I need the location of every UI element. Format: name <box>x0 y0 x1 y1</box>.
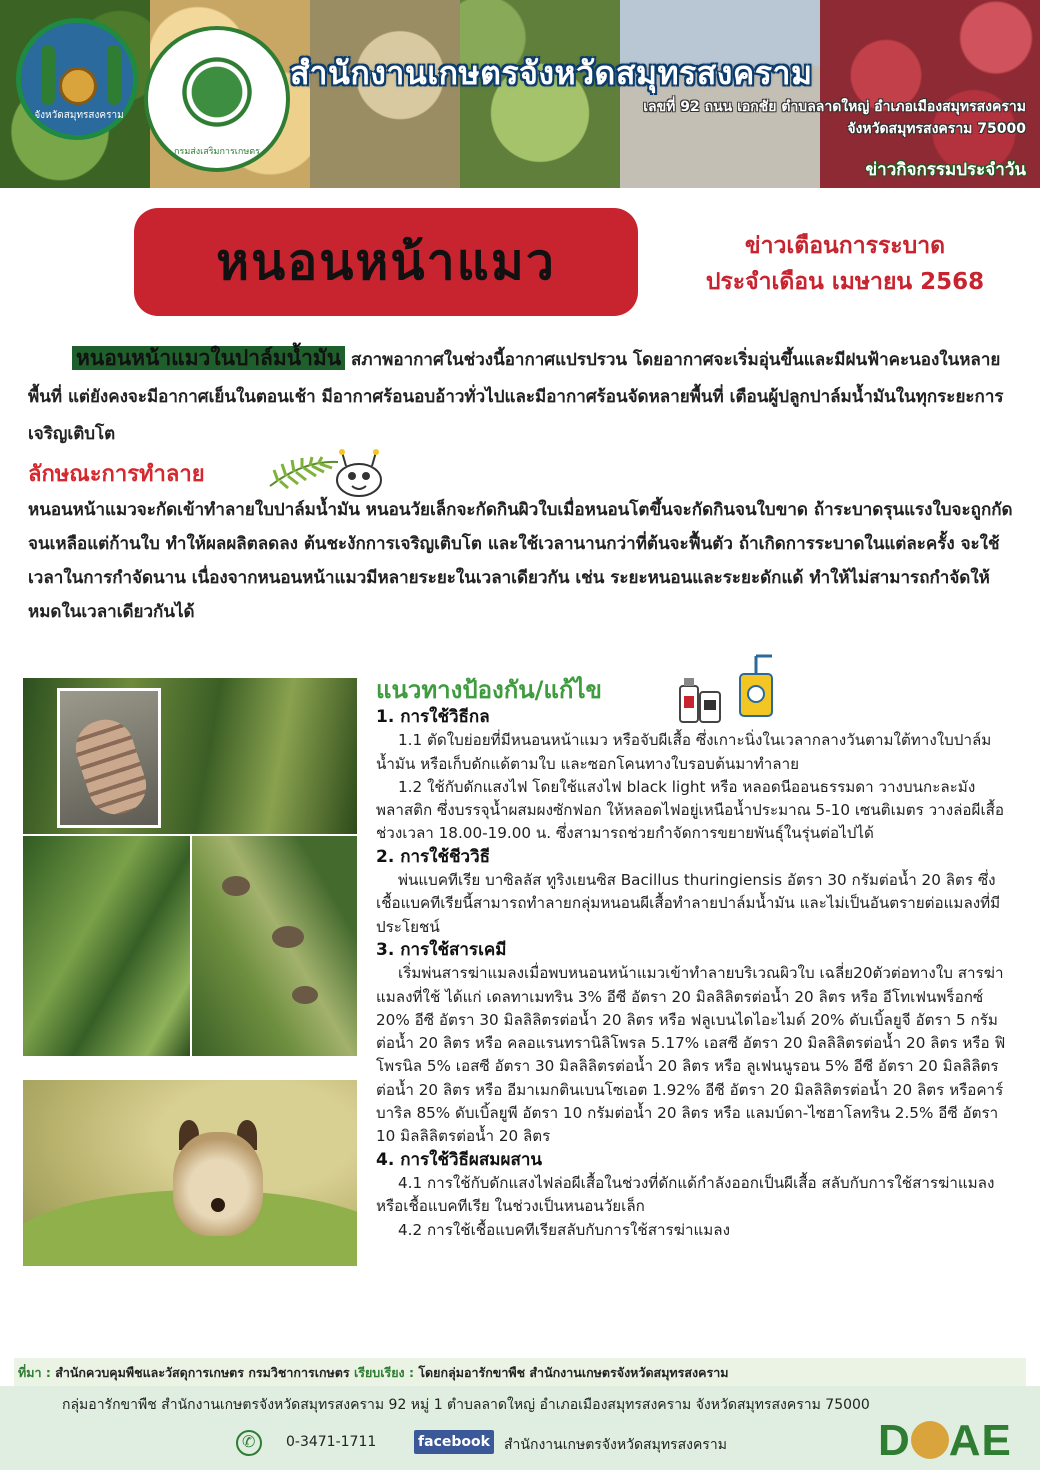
alert-line1: ข่าวเตือนการระบาด <box>744 233 946 259</box>
daily-news-label: ข่าวกิจกรรมประจำวัน <box>865 160 1026 180</box>
alert-line2: ประจำเดือน เมษายน 2568 <box>705 269 985 295</box>
drum-icon <box>59 67 97 105</box>
intro-highlight: หนอนหน้าแมวในปาล์มน้ำมัน <box>72 346 345 370</box>
facebook-page-name[interactable]: สำนักงานเกษตรจังหวัดสมุทรสงคราม <box>504 1437 727 1453</box>
doae-seal-logo <box>144 26 290 172</box>
intro-paragraph <box>28 340 1018 453</box>
intro-text: สภาพอากาศในช่วงนี้อากาศแปรปรวน โดยอากาศจะเริ่มอุ่นขึ้นและมีฝนฟ้าคะนองในหลายพื้นที่ แต่ยังคงจะมีอากาศเย็นในตอนเช้า มีอากาศร้อนอบอ้าวทั่วไปและมีอากาศร้อนจัดหลายพื้นที่ เตือนผู้ปลูกปาล์มน้ำมันในทุกระยะการเจริญเติบโต <box>28 350 1004 444</box>
pupa-on-leaf-photo <box>192 836 357 1056</box>
title-pill <box>134 208 638 316</box>
footer-address: กลุ่มอารักขาพืช สำนักงานเกษตรจังหวัดสมุทรสงคราม 92 หมู่ 1 ตำบลลาดใหญ่ อำเภอเมืองสมุทรสงคราม จังหวัดสมุทรสงคราม 75000 <box>62 1397 870 1413</box>
method-2-heading: 2. การใช้ชีววิธี <box>376 846 491 867</box>
source-label: ที่มา : <box>18 1365 56 1380</box>
prevention-body <box>376 706 1016 1242</box>
method-4-1: 4.1 การใช้กับดักแสงไฟล่อผีเสื้อในช่วงที่ดักแด้กำลังออกเป็นผีเสื้อ สลับกับการใช้สารฆ่าแมลงหรือเชื้อแบคทีเรีย ในช่วงเป็นหนอนวัยเล็ก <box>376 1173 995 1216</box>
caterpillar-figure <box>69 712 154 821</box>
province-seal-text: จังหวัดสมุทรสงคราม <box>34 110 124 121</box>
palm-icon <box>41 45 55 105</box>
deity-emblem-icon <box>164 44 270 140</box>
pupa-spot <box>222 876 250 896</box>
page-title: หนอนหน้าแมว <box>216 232 556 291</box>
province-seal-logo <box>16 18 138 140</box>
office-address-line2: จังหวัดสมุทรสงคราม 75000 <box>847 121 1026 137</box>
method-1-heading: 1. การใช้วิธีกล <box>376 707 490 727</box>
office-title: สำนักงานเกษตรจังหวัดสมุทรสงคราม <box>290 54 813 92</box>
caterpillar-head <box>173 1132 263 1236</box>
method-1-2: 1.2 ใช้กับดักแสงไฟ โดยใช้แสงไฟ black light หรือ หลอดนีออนธรรมดา วางบนกะละมังพลาสติก ซึ่งบรรจุน้ำผสมผงซักฟอก ให้หลอดไฟอยู่เหนือน้ำประมาณ 5-10 เซนติเมตร วางล่อผีเสื้อช่วงเวลา 18.00-19.00 น. ซึ่งสามารถช่วยกำจัดการขยายพันธุ์ในรุ่นต่อไปได้ <box>376 777 1005 843</box>
method-3-heading: 3. การใช้สารเคมี <box>376 939 507 960</box>
damage-heading: ลักษณะการทำลาย <box>28 462 205 487</box>
pupa-spot <box>292 986 318 1004</box>
method-3-text: เริ่มพ่นสารฆ่าแมลงเมื่อพบหนอนหน้าแมวเข้าทำลายบริเวณผิวใบ เฉลี่ย20ตัวต่อทางใบ สารฆ่าแมลงที่ใช้ ได้แก่ เดลทาเมทริน 3% อีซี อัตรา 20 มิลลิลิตรต่อน้ำ 20 ลิตร หรือ อีโทเฟนพร็อกซ์ 20% อีซี อัตรา 30 มิลลิลิตรต่อน้ำ 20 ลิตร หรือ ฟลูเบนไดไอะไมด์ 20% ดับเบิ้ลยูจี อัตรา 5 กรัมต่อน้ำ 20 ลิตร หรือ คลอแรนทรานิลิโพรล 5.17% เอสซี อัตรา 20 มิลลิลิตรต่อน้ำ 20 ลิตร หรือ ฟิโพรนิล 5% เอสซี อัตรา 30 มิลลิลิตรต่อน้ำ 20 ลิตร หรือ ลูเฟนนูรอน 5% อีซี อัตรา 20 มิลลิลิตรต่อน้ำ 20 ลิตร หรือ อีมาเมกตินเบนโซเอต 1.92% อีซี อัตรา 20 มิลลิลิตรต่อน้ำ 20 ลิตร หรือคาร์บาริล 85% ดับเบิ้ลยูพี อัตรา 10 กรัมต่อน้ำ 20 ลิตร หรือ แลมบ์ดา-ไซฮาโลทริน 2.5% อีซี อัตรา 10 มิลลิลิตรต่อน้ำ 20 ลิตร <box>376 964 1006 1146</box>
outbreak-alert <box>660 228 1030 300</box>
doae-seal-text: กรมส่งเสริมการเกษตร <box>174 147 260 157</box>
footer <box>0 1386 1040 1470</box>
larva-closeup-photo <box>57 688 161 828</box>
header-banner <box>0 0 1040 188</box>
palm-frond-photo <box>23 836 190 1056</box>
compiler-label: เรียบเรียง : <box>349 1365 419 1380</box>
method-2-text: พ่นแบคทีเรีย บาซิลลัส ทูริงเยนซิส Bacillus thuringiensis อัตรา 30 กรัมต่อน้ำ 20 ลิตร ซึ่งเชื้อแบคทีเรียนี้สามารถทำลายกลุ่มหนอนผีเสื้อทำลายปาล์มน้ำมัน และไม่เป็นอันตรายต่อแมลงที่มีประโยชน์ <box>376 871 1001 936</box>
phone-number[interactable]: 0-3471-1711 <box>286 1434 377 1450</box>
prevention-heading: แนวทางป้องกัน/แก้ไข <box>376 676 602 704</box>
doae-logo-right: AE <box>948 1416 1012 1465</box>
damage-text: หนอนหน้าแมวจะกัดเข้าทำลายใบปาล์มน้ำมัน หนอนวัยเล็กจะกัดกินผิวใบเมื่อหนอนโตขึ้นจะกัดกินจนใบขาด ถ้าระบาดรุนแรงใบจะถูกกัดจนเหลือแต่ก้านใบ ทำให้ผลผลิตลดลง ต้นชะงักการเจริญเติบโต และใช้เวลานานกว่าที่ต้นจะฟื้นตัว ถ้าเกิดการระบาดในแต่ละครั้ง จะใช้เวลาในการกำจัดนาน เนื่องจากหนอนหน้าแมวมีหลายระยะในเวลาเดียวกัน เช่น ระยะหนอนและระยะดักแด้ ทำให้ไม่สามารถกำจัดให้หมดในเวลาเดียวกันได้ <box>28 500 1013 622</box>
leaf-icon <box>268 456 340 490</box>
method-4-heading: 4. การใช้วิธีผสมผสาน <box>376 1149 542 1170</box>
facebook-icon[interactable]: facebook <box>414 1430 494 1454</box>
doae-logo <box>878 1416 1012 1466</box>
palm-icon <box>107 45 121 105</box>
cat-face-caterpillar-photo <box>23 1080 357 1266</box>
source-value: สำนักควบคุมพืชและวัสดุการเกษตร กรมวิชาการเกษตร <box>55 1365 350 1380</box>
pupa-spot <box>272 926 304 948</box>
doae-logo-left: D <box>878 1416 911 1465</box>
palm-damage-photo <box>23 678 357 834</box>
doae-seal-icon <box>911 1421 949 1459</box>
source-credit <box>14 1358 1026 1386</box>
office-address-line1: เลขที่ 92 ถนน เอกชัย ตำบลลาดใหญ่ อำเภอเมืองสมุทรสงคราม <box>643 99 1026 115</box>
office-address <box>643 96 1026 140</box>
caterpillar-mouth <box>211 1198 225 1212</box>
method-1-1: 1.1 ตัดใบย่อยที่มีหนอนหน้าแมว หรือจับผีเสื้อ ซึ่งเกาะนิ่งในเวลากลางวันตามใต้ทางใบปาล์มน้ำมัน หรือเก็บดักแด้ตามใบ และซอกโคนทางใบรอบต้นมาทำลาย <box>376 731 992 773</box>
compiler-value: โดยกลุ่มอารักขาพืช สำนักงานเกษตรจังหวัดสมุทรสงคราม <box>418 1365 729 1380</box>
phone-icon <box>236 1430 262 1456</box>
method-4-2: 4.2 การใช้เชื้อแบคทีเรียสลับกับการใช้สารฆ่าแมลง <box>398 1220 730 1239</box>
